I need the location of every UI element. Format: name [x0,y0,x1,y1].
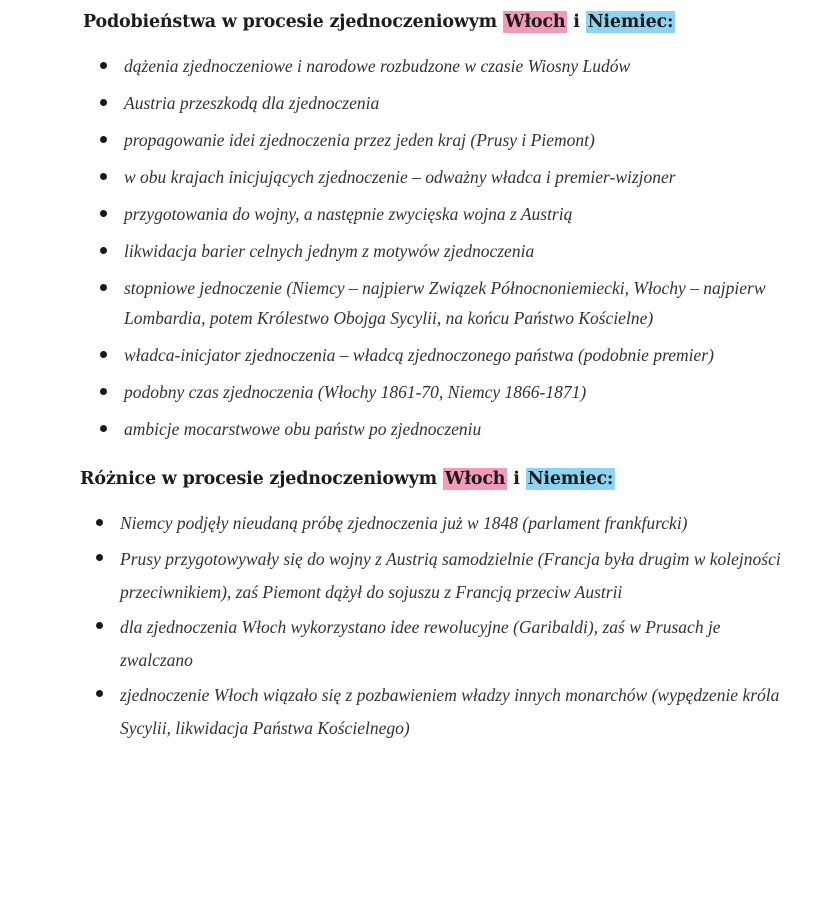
list-item-text: ambicje mocarstwowe obu państw po zjednoczeniu [124,419,482,439]
list-item [96,679,796,747]
list-item-text: likwidacja barier celnych jednym z motywów zjednoczenia [124,241,535,261]
bullet-icon [100,99,107,106]
similarities-heading [83,12,675,32]
list-item [100,273,800,340]
bullet-icon [100,388,107,395]
list-item [100,51,800,88]
list-item-text: w obu krajach inicjujących zjednoczenie – odważny władca i premier-wizjoner [124,167,676,187]
list-item-text: dla zjednoczenia Włoch wykorzystano idee rewolucyjne (Garibaldi), zaś w Prusach je zwalczano [120,617,721,670]
germany-highlight: Niemiec: [587,12,674,32]
list-item [96,508,796,543]
list-item [100,199,800,236]
bullet-icon [96,519,103,526]
bullet-icon [100,351,107,358]
bullet-icon [100,173,107,180]
list-item [100,236,800,273]
bullet-icon [100,284,107,291]
similarities-heading-text: Podobieństwa w procesie zjednoczeniowym [83,12,498,32]
connector-text: i [573,12,580,32]
list-item [96,543,796,611]
germany-highlight: Niemiec: [527,469,614,489]
list-item-text: zjednoczenie Włoch wiązało się z pozbawieniem władzy innych monarchów (wypędzenie króla Sycylii, likwidacja Państwa Kościelnego) [120,685,780,738]
differences-heading-text: Różnice w procesie zjednoczeniowym [80,469,437,489]
list-item-text: stopniowe jednoczenie (Niemcy – najpierw Związek Północnoniemiecki, Włochy – najpierw Lombardia, potem Królestwo Obojga Sycylii, na końcu Państwo Kościelne) [124,278,766,328]
list-item-text: przygotowania do wojny, a następnie zwycięska wojna z Austrią [124,204,573,224]
differences-list [96,508,796,747]
differences-heading [80,469,615,489]
bullet-icon [96,622,103,629]
bullet-icon [100,210,107,217]
list-item-text: Niemcy podjęły nieudaną próbę zjednoczenia już w 1848 (parlament frankfurcki) [120,513,688,533]
list-item-text: Prusy przygotowywały się do wojny z Austrią samodzielnie (Francja była drugim w kolejności przeciwnikiem), zaś Piemont dążył do sojuszu z Francją przeciw Austrii [120,549,781,602]
italy-highlight: Włoch [444,469,506,489]
list-item [100,414,800,451]
list-item-text: propagowanie idei zjednoczenia przez jeden kraj (Prusy i Piemont) [124,130,595,150]
list-item-text: dążenia zjednoczeniowe i narodowe rozbudzone w czasie Wiosny Ludów [124,56,631,76]
list-item-text: podobny czas zjednoczenia (Włochy 1861-70, Niemcy 1866-1871) [124,382,587,402]
bullet-icon [100,62,107,69]
list-item [100,125,800,162]
bullet-icon [96,690,103,697]
bullet-icon [100,247,107,254]
bullet-icon [100,425,107,432]
bullet-icon [100,136,107,143]
bullet-icon [96,554,103,561]
list-item [100,162,800,199]
list-item-text: władca-inicjator zjednoczenia – władcą zjednoczonego państwa (podobnie premier) [124,345,714,365]
list-item [100,340,800,377]
italy-highlight: Włoch [504,12,566,32]
similarities-list [100,51,800,451]
list-item-text: Austria przeszkodą dla zjednoczenia [124,93,380,113]
list-item [96,611,796,679]
list-item [100,377,800,414]
connector-text: i [513,469,520,489]
list-item [100,88,800,125]
